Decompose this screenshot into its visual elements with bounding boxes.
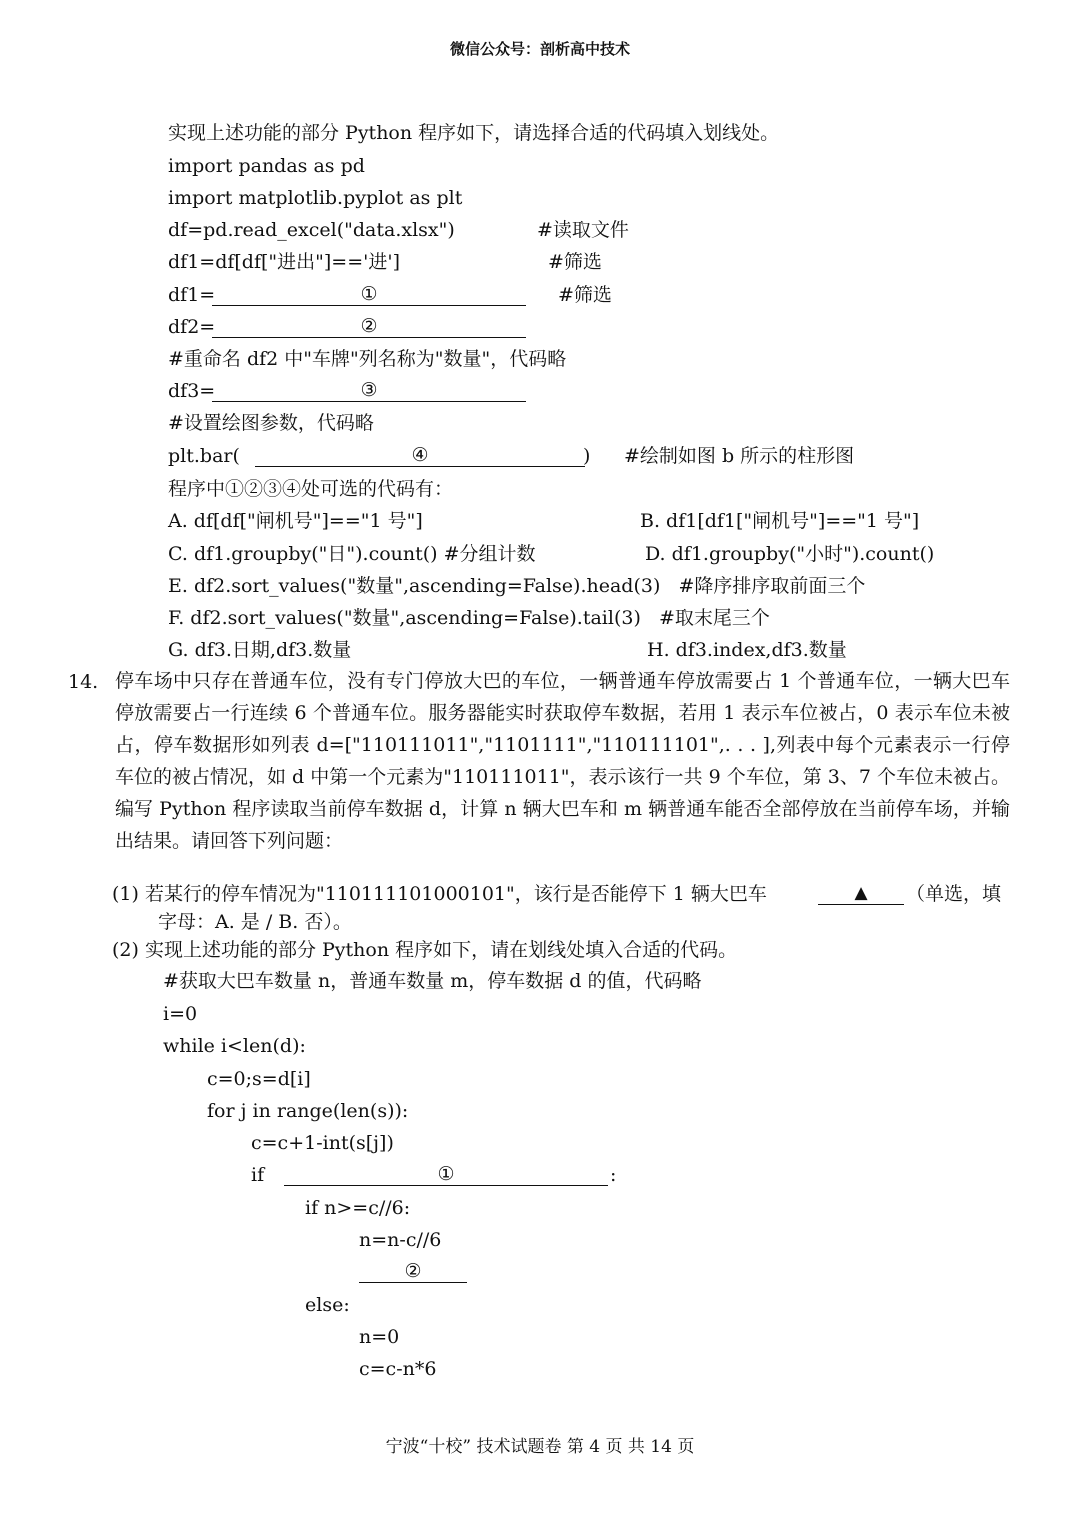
code-line: if	[251, 1164, 265, 1186]
code-line: else:	[305, 1294, 350, 1316]
answer-blank-2[interactable]: ②	[212, 315, 526, 338]
options-intro: 程序中①②③④处可选的代码有：	[168, 478, 454, 500]
code-line: i=0	[163, 1003, 198, 1025]
code-comment: #绘制如图 b 所示的柱形图	[624, 445, 855, 467]
code-line: for j in range(len(s)):	[207, 1100, 409, 1122]
code-line: import pandas as pd	[168, 155, 365, 177]
code-line: if n>=c//6:	[305, 1197, 411, 1219]
q13-intro: 实现上述功能的部分 Python 程序如下，请选择合适的代码填入划线处。	[168, 122, 780, 144]
code-line: df=pd.read_excel("data.xlsx")	[168, 219, 455, 241]
answer-blank-4[interactable]: ④	[255, 444, 585, 467]
code-comment: #读取文件	[537, 219, 629, 241]
option-e: E. df2.sort_values("数量",ascending=False).head(3) #降序排序取前面三个	[168, 575, 866, 597]
code-line: )	[583, 445, 591, 467]
sub-question-1-choices: 字母：A. 是 / B. 否）。	[158, 911, 352, 933]
option-f: F. df2.sort_values("数量",ascending=False).tail(3) #取末尾三个	[168, 607, 770, 629]
code-line: #重命名 df2 中"车牌"列名称为"数量"，代码略	[168, 348, 567, 370]
code-line: plt.bar(	[168, 445, 240, 467]
code-line: #获取大巴车数量 n，普通车数量 m，停车数据 d 的值，代码略	[163, 970, 702, 992]
code-line: #设置绘图参数，代码略	[168, 412, 374, 434]
code-line: :	[610, 1164, 617, 1186]
option-c: C. df1.groupby("日").count() #分组计数	[168, 543, 536, 565]
option-d: D. df1.groupby("小时").count()	[645, 543, 935, 565]
answer-blank-q14-1[interactable]: ①	[284, 1163, 608, 1186]
option-b: B. df1[df1["闸机号"]=="1 号"]	[640, 510, 920, 532]
sub-question-2: (2) 实现上述功能的部分 Python 程序如下，请在划线处填入合适的代码。	[112, 939, 738, 961]
code-line: c=c+1-int(s[j])	[251, 1132, 394, 1154]
code-line: n=0	[359, 1326, 400, 1348]
code-line: df3=	[168, 380, 216, 402]
answer-blank-triangle[interactable]: ▲	[818, 882, 904, 905]
code-line: c=c-n*6	[359, 1358, 437, 1380]
code-line: while i<len(d):	[163, 1035, 306, 1057]
code-comment: #筛选	[558, 284, 612, 306]
code-line: df1=	[168, 284, 216, 306]
sub-question-1-tail: （单选，填	[906, 883, 1002, 905]
answer-blank-q14-2[interactable]: ②	[359, 1260, 467, 1283]
option-a: A. df[df["闸机号"]=="1 号"]	[168, 510, 423, 532]
option-g: G. df3.日期,df3.数量	[168, 639, 352, 661]
answer-blank-1[interactable]: ①	[212, 283, 526, 306]
code-line: import matplotlib.pyplot as plt	[168, 187, 463, 209]
q14-stem: 停车场中只存在普通车位，没有专门停放大巴的车位，一辆普通车停放需要占 1 个普通车位，一辆大巴车停放需要占一行连续 6 个普通车位。服务器能实时获取停车数据，若用 1 表示车位被占，0 表示车位未被占，停车数据形如列表 d=["110111011","1101111","110111101",. . . ],列表中每个元素表示一行停车位的被占情况，如 d 中第一个元素为"110111011"，表示该行一共 9 个车位，第 3、7 个车位未被占。编写 Python 程序读取当前停车数据 d，计算 n 辆大巴车和 m 辆普通车能否全部停放在当前停车场，并输出结果。请回答下列问题：	[115, 670, 1010, 852]
page-header: 微信公众号：剖析高中技术	[449, 40, 630, 58]
answer-blank-3[interactable]: ③	[212, 379, 526, 402]
option-h: H. df3.index,df3.数量	[647, 639, 847, 661]
code-line: c=0;s=d[i]	[207, 1068, 311, 1090]
page-footer: 宁波“十校” 技术试题卷 第 4 页 共 14 页	[385, 1437, 695, 1457]
code-line: df2=	[168, 316, 216, 338]
question-number: 14.	[68, 671, 99, 693]
sub-question-1: (1) 若某行的停车情况为"110111101000101"，该行是否能停下 1 辆大巴车	[112, 883, 767, 905]
code-line: n=n-c//6	[359, 1229, 442, 1251]
code-comment: #筛选	[548, 251, 602, 273]
code-line: df1=df[df["进出"]=='进']	[168, 251, 401, 273]
